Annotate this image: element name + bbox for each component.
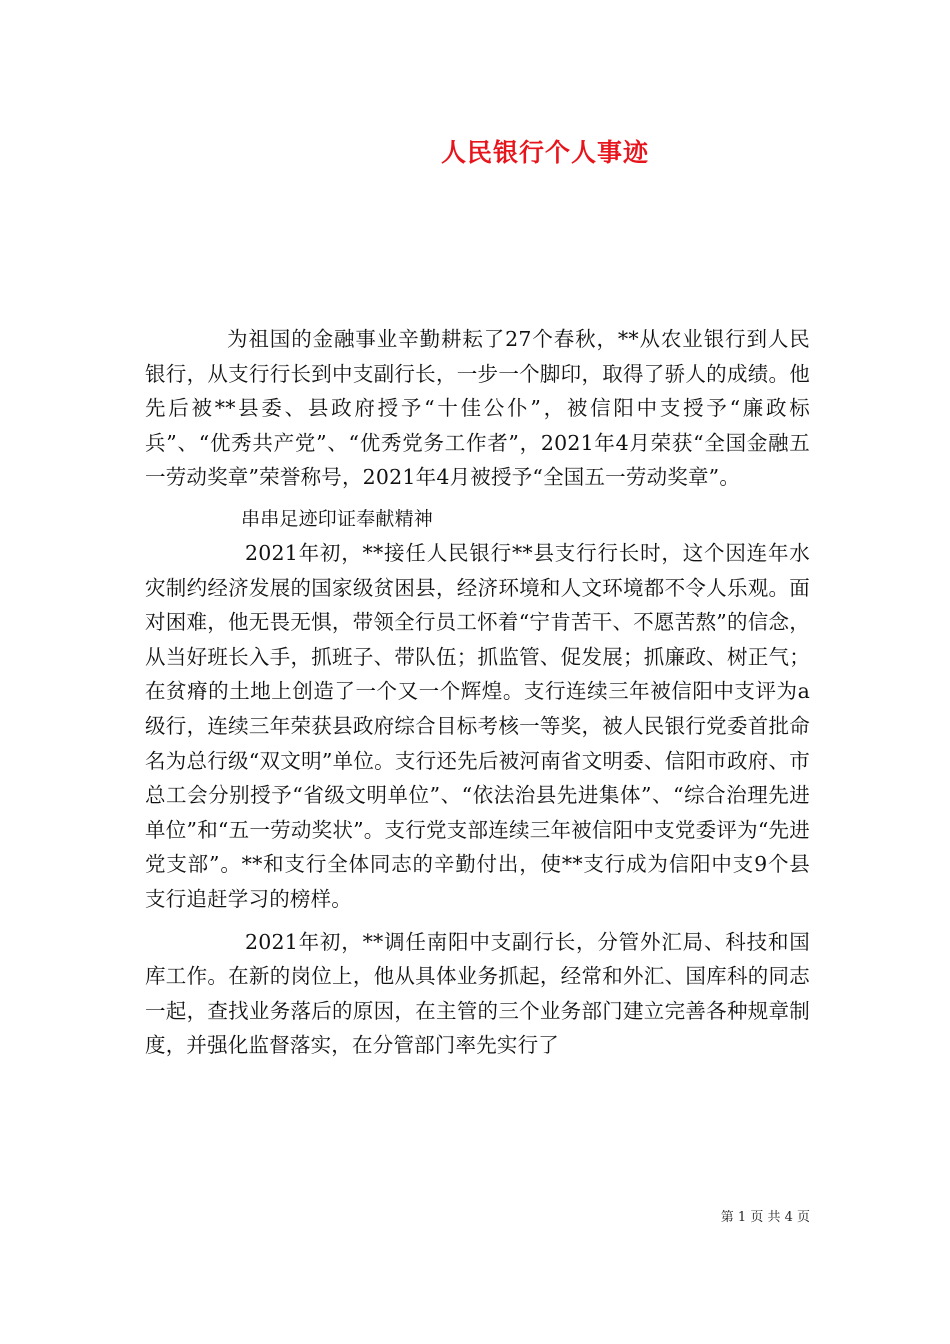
document-title: 人民银行个人事迹 — [440, 138, 649, 167]
document-body — [145, 322, 810, 1063]
paragraph-county-branch: 2021年初，**接任人民银行**县支行行长时，这个因连年水灾制约经济发展的国家级贫困县，经济环境和人文环境都不令人乐观。面对困难，他无畏无惧，带领全行员工怀着“宁肯苦干、不愿苦熬”的信念，从当好班长入手，抓班子、带队伍；抓监管、促发展；抓廉政、树正气；在贫瘠的土地上创造了一个又一个辉煌。支行连续三年被信阳中支评为a级行，连续三年荣获县政府综合目标考核一等奖，被人民银行党委首批命名为总行级“双文明”单位。支行还先后被河南省文明委、信阳市政府、市总工会分别授予“省级文明单位”、“依法治县先进集体”、“综合治理先进单位”和“五一劳动奖状”。支行党支部连续三年被信阳中支党委评为“先进党支部”。**和支行全体同志的辛勤付出，使**支行成为信阳中支9个县支行追赶学习的榜样。 — [145, 540, 810, 911]
paragraph-nanyang: 2021年初，**调任南阳中支副行长，分管外汇局、科技和国库工作。在新的岗位上，他从具体业务抓起，经常和外汇、国库科的同志一起，查找业务落后的原因，在主管的三个业务部门建立完善各种规章制度，并强化监督落实，在分管部门率先实行了 — [145, 929, 810, 1058]
page-number-footer: 第 1 页 共 4 页 — [720, 1210, 810, 1225]
section-heading: 串串足迹印证奉献精神 — [241, 507, 434, 530]
paragraph-intro: 为祖国的金融事业辛勤耕耘了27个春秋，**从农业银行到人民银行，从支行行长到中支副行长，一步一个脚印，取得了骄人的成绩。他先后被**县委、县政府授予“十佳公仆”，被信阳中支授予“廉政标兵”、“优秀共产党”、“优秀党务工作者”，2021年4月荣获“全国金融五一劳动奖章”荣誉称号，2021年4月被授予“全国五一劳动奖章”。 — [145, 327, 810, 490]
